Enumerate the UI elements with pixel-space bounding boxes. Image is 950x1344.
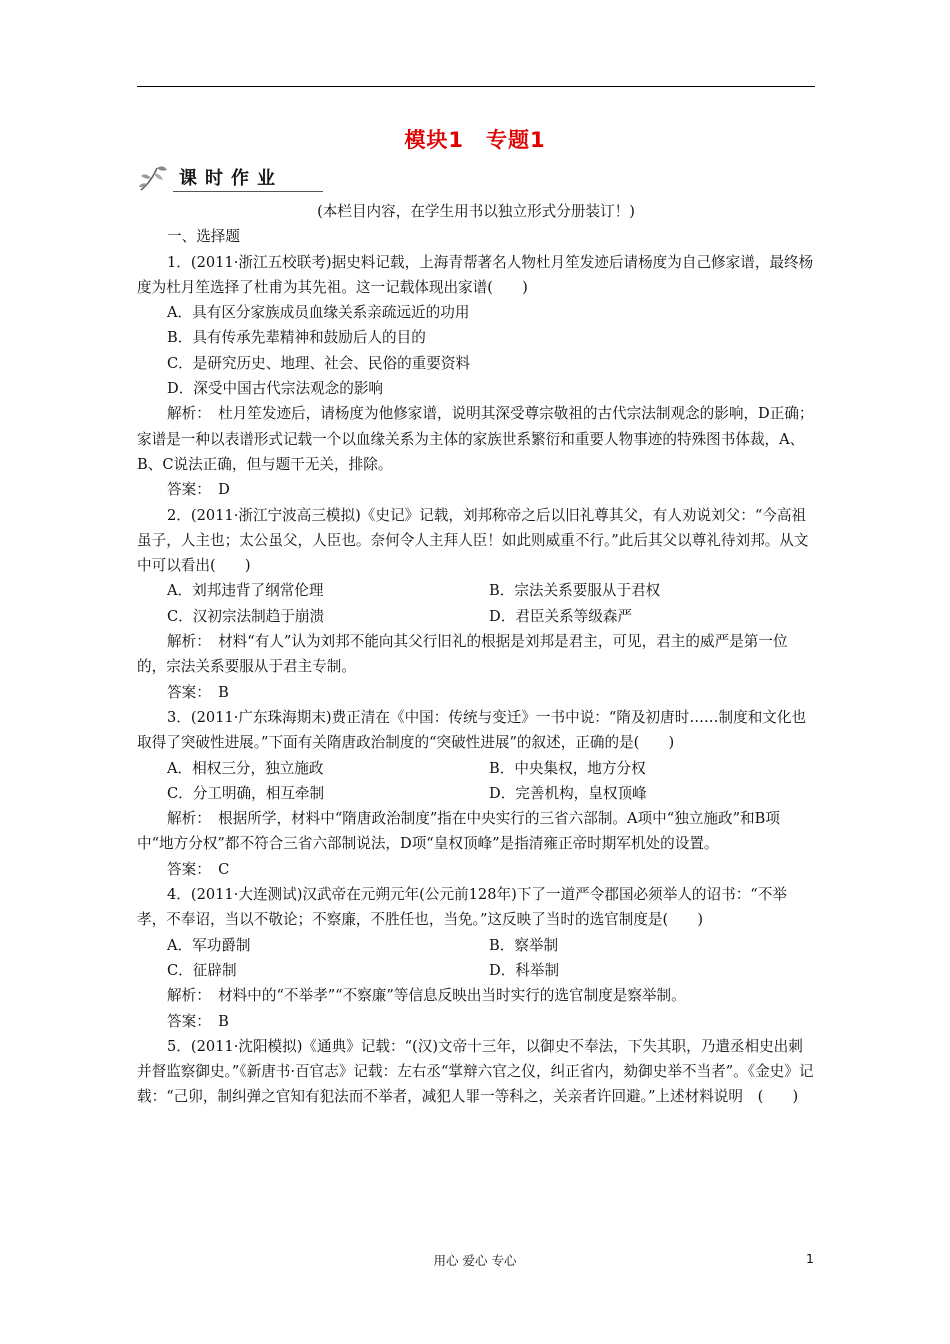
analysis: 解析： 根据所学，材料中“隋唐政治制度”指在中央实行的三省六部制。A项中“独立施政”和B项中“地方分权”都不符合三省六部制说法，D项“皇权顶峰”是指清雍正帝时期军机处的设置。 [137, 810, 780, 853]
answer: 答案： C [167, 860, 230, 878]
option: B．宗法关系要服从于君权 [489, 582, 661, 600]
option: B．察举制 [489, 936, 559, 954]
answer: 答案： D [167, 481, 230, 499]
option: D．君臣关系等级森严 [489, 607, 633, 625]
option: D．深受中国古代宗法观念的影响 [167, 380, 384, 398]
footer-slogan: 用心 爱心 专心 [433, 1253, 517, 1268]
document-body [137, 199, 815, 1110]
option-row [137, 958, 815, 983]
option: B．中央集权，地方分权 [489, 759, 646, 777]
analysis: 解析： 材料中的“不举孝”“不察廉”等信息反映出当时实行的选官制度是察举制。 [167, 987, 686, 1005]
option: C．是研究历史、地理、社会、民俗的重要资料 [167, 354, 471, 372]
option: B．具有传承先辈精神和鼓励后人的目的 [167, 329, 426, 347]
option: A．具有区分家族成员血缘关系亲疏远近的功用 [167, 304, 470, 322]
plant-icon [137, 160, 181, 194]
page-title: 模块1 专题1 [404, 128, 546, 152]
question-stem: 5．(2011·沈阳模拟)《通典》记载：“(汉)文帝十三年，以御史不奉法，下失其职，乃遣丞相史出刺并督监察御史。”《新唐书·百官志》记载：左右丞“掌辩六官之仪，纠正省内，劾御史举不当者”。《金史》记载：“己卯，制纠弹之官知有犯法而不举者，减犯人罪一等科之，关亲者许回避。”上述材料说明 ( ) [137, 1037, 814, 1106]
analysis: 解析： 杜月笙发迹后，请杨度为他修家谱，说明其深受尊宗敬祖的古代宗法制观念的影响，D正确；家谱是一种以表谱形式记载一个以血缘关系为主体的家族世系繁衍和重要人物事迹的特殊图书体裁，A、B、C说法正确，但与题干无关，排除。 [137, 405, 814, 473]
question-stem: 2．(2011·浙江宁波高三模拟)《史记》记载，刘邦称帝之后以旧礼尊其父，有人劝说刘父：“今高祖虽子，人主也；太公虽父，人臣也。奈何令人主拜人臣！如此则威重不行。”此后其父以尊礼待刘邦。从文中可以看出( ) [137, 506, 809, 575]
option: C．分工明确，相互牵制 [167, 784, 325, 802]
option: A．相权三分，独立施政 [167, 759, 324, 777]
question-stem: 1．(2011·浙江五校联考)据史料记载，上海青帮著名人物杜月笙发迹后请杨度为自己修家谱，最终杨度为杜月笙选择了杜甫为其先祖。这一记载体现出家谱( ) [137, 253, 814, 296]
option-row [137, 933, 815, 958]
question-stem: 3．(2011·广东珠海期末)费正清在《中国：传统与变迁》一书中说：“隋及初唐时……制度和文化也取得了突破性进展。”下面有关隋唐政治制度的“突破性进展”的叙述，正确的是( ) [137, 708, 807, 752]
option: C．汉初宗法制趋于崩溃 [167, 607, 325, 625]
option: A．军功爵制 [167, 936, 251, 954]
analysis: 解析： 材料“有人”认为刘邦不能向其父行旧礼的根据是刘邦是君主，可见，君主的威严是第一位的，宗法关系要服从于君主专制。 [137, 633, 788, 676]
option: C．征辟制 [167, 961, 237, 979]
binding-note: (本栏目内容，在学生用书以独立形式分册装订！) [317, 203, 635, 220]
option: A．刘邦违背了纲常伦理 [167, 582, 324, 600]
question-stem: 4．(2011·大连测试)汉武帝在元朔元年(公元前128年)下了一道严令郡国必须举人的诏书：“不举孝，不奉诏，当以不敬论；不察廉，不胜任也，当免。”这反映了当时的选官制度是( ) [137, 886, 787, 929]
answer: 答案： B [167, 683, 229, 701]
section-banner [137, 160, 327, 194]
option: D．完善机构，皇权顶峰 [489, 784, 647, 802]
answer: 答案： B [167, 1012, 229, 1030]
banner-underline [173, 191, 323, 192]
option-row [137, 781, 815, 806]
section-label: 课时作业 [179, 168, 283, 189]
section-heading: 一、选择题 [167, 228, 240, 246]
option-row [137, 756, 815, 781]
header-rule [137, 86, 815, 87]
page-number: 1 [806, 1251, 814, 1266]
option-row [137, 578, 815, 603]
option-row [137, 604, 815, 629]
option: D．科举制 [489, 961, 560, 979]
